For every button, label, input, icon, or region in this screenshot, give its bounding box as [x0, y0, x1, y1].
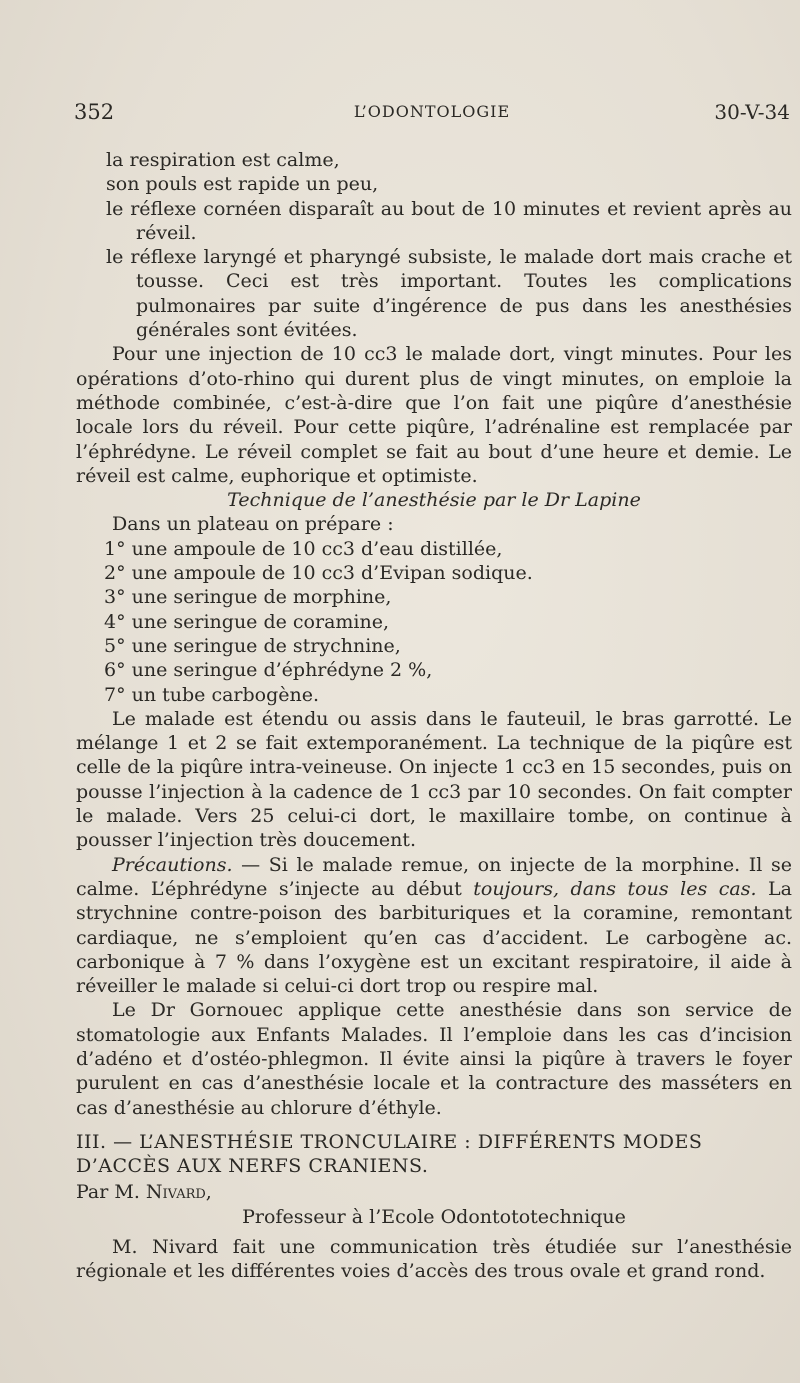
list-item: 7° un tube carbogène. — [104, 683, 320, 706]
precautions-label: Précautions. — [112, 853, 233, 876]
list-item: le réflexe laryngé et pharyngé subsiste, le malade dort mais crache et tousse. Ceci est très important. Toutes les complications pulmonaires par suite d’ingérence de pus dans les anesthésies générales sont évitées. — [106, 246, 792, 342]
author-line — [76, 1180, 792, 1204]
precautions-emphasis: toujours, dans tous les cas. — [473, 877, 757, 900]
page-number: 352 — [74, 100, 115, 124]
paragraph: M. Nivard fait une communication très étudiée sur l’anesthésie régionale et les différentes voies d’accès des trous ovale et grand rond. — [76, 1236, 792, 1283]
section-heading — [76, 1130, 792, 1179]
paragraph: Pour une injection de 10 cc3 le malade dort, vingt minutes. Pour les opérations d’oto-rhino qui durent plus de vingt minutes, on emploie la méthode combinée, c’est-à-dire que l’on fait une piqûre d’anesthésie locale lors du réveil. Pour cette piqûre, l’adrénaline est remplacée par l’éphrédyne. Le réveil complet se fait au bout d’une heure et demie. Le réveil est calme, euphorique et optimiste. — [76, 343, 792, 487]
section-heading-line: III. — L’ANESTHÉSIE TRONCULAIRE : DIFFÉRENTS MODES — [76, 1130, 703, 1153]
journal-title: L’ODONTOLOGIE — [353, 102, 511, 121]
symptom-list — [76, 148, 792, 342]
author-role: Professeur à l’Ecole Odontototechnique — [242, 1205, 626, 1228]
precautions-paragraph — [76, 853, 792, 999]
body-text — [76, 148, 792, 1284]
paragraph: Le Dr Gornouec applique cette anesthésie dans son service de stomatologie aux Enfants Malades. Il l’emploie dans les cas d’incision d’adéno et d’ostéo-phlegmon. Il évite ainsi la piqûre à travers le foyer purulent en cas d’anesthésie locale et la contracture des masséters en cas d’anesthésie au chlorure d’éthyle. — [76, 999, 792, 1119]
list-item: 4° une seringue de coramine, — [104, 610, 390, 633]
plateau-intro: Dans un plateau on prépare : — [112, 513, 394, 536]
list-item: 1° une ampoule de 10 cc3 d’eau distillée, — [104, 537, 503, 560]
list-item: le réflexe cornéen disparaît au bout de 10 minutes et revient après au réveil. — [106, 197, 792, 244]
author-name: Nivard, — [145, 1181, 212, 1204]
issue-date: 30-V-34 — [714, 100, 790, 124]
list-item: 5° une seringue de strychnine, — [104, 634, 401, 657]
list-item: 3° une seringue de morphine, — [104, 586, 392, 609]
precautions-text: — Si le malade remue, on injecte de la morphine. Il se calme. L’éphrédyne s’injecte au début — [76, 853, 792, 900]
author-prefix: Par M. — [76, 1181, 146, 1204]
running-header — [74, 100, 790, 128]
list-item: la respiration est calme, — [106, 149, 340, 171]
section-heading-line: D’ACCÈS AUX NERFS CRANIENS. — [76, 1155, 429, 1178]
list-item: son pouls est rapide un peu, — [106, 173, 379, 196]
plateau-list — [76, 537, 792, 707]
paragraph: Le malade est étendu ou assis dans le fauteuil, le bras garrotté. Le mélange 1 et 2 se fait extemporanément. La technique de la piqûre est celle de la piqûre intra-veineuse. On injecte 1 cc3 en 15 secondes, puis on pousse l’injection à la cadence de 1 cc3 par 10 secondes. On fait compter le malade. Vers 25 celui-ci dort, le maxillaire tombe, on continue à pousser l’injection très doucement. — [76, 707, 792, 852]
list-item: 2° une ampoule de 10 cc3 d’Evipan sodique. — [104, 562, 533, 585]
list-item: 6° une seringue d’éphrédyne 2 %, — [104, 659, 433, 682]
technique-heading: Technique de l’anesthésie par le Dr Lapine — [227, 489, 641, 512]
precautions-text: La strychnine contre-poison des barbituriques et la coramine, remontant cardiaque, ne s’emploient qu’en cas d’accident. Le carbogène ac. carbonique à 7 % dans l’oxygène est un excitant respiratoire, il aide à réveiller le malade si celui-ci dort trop ou respire mal. — [76, 877, 792, 998]
